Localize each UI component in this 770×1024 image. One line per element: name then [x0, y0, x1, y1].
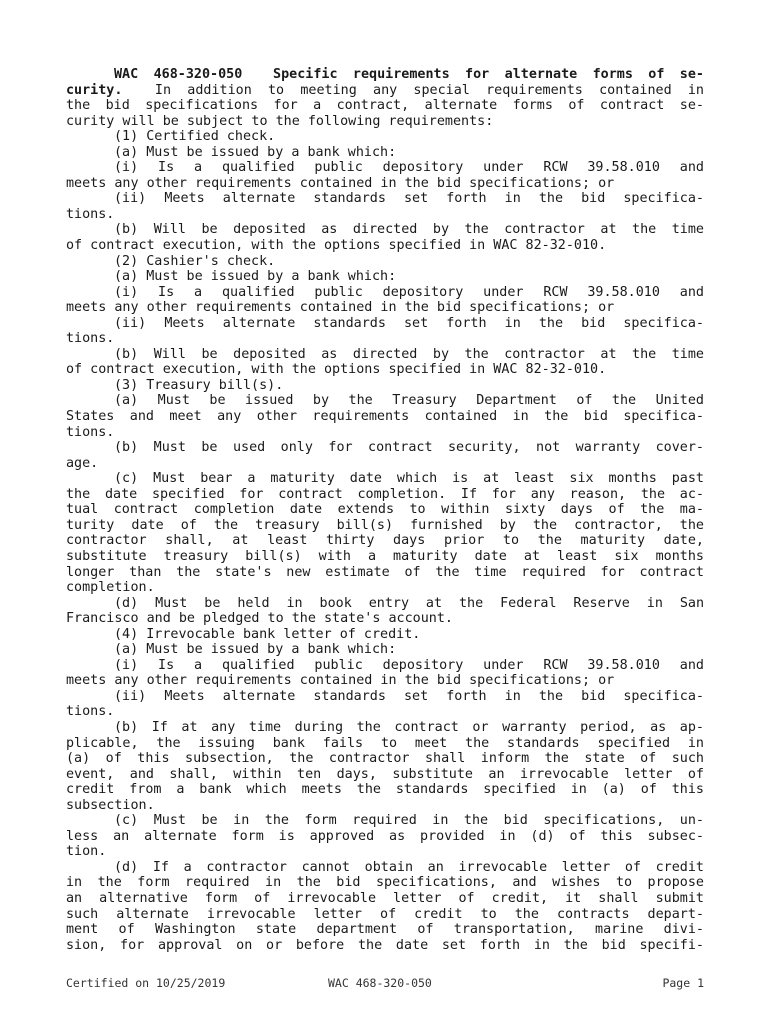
document-line: meets any other requirements contained in the bid specifications; or	[66, 673, 615, 689]
document-line: (c) Must be in the form required in the bid specifications, un-	[114, 813, 704, 829]
document-line: (i) Is a qualified public depository under RCW 39.58.010 and	[114, 284, 704, 300]
document-line: tual contract completion date extends to within sixty days of the ma-	[66, 502, 704, 518]
document-line: the date specified for contract completion. If for any reason, the ac-	[66, 486, 704, 502]
document-line: such alternate irrevocable letter of credit to the contracts depart-	[66, 906, 704, 922]
document-line: credit from a bank which meets the standards specified in (a) of this	[66, 782, 704, 798]
document-line: (b) If at any time during the contract or warranty period, as ap-	[114, 719, 704, 735]
document-line: (a) Must be issued by a bank which:	[114, 269, 397, 285]
section-heading: WAC 468-320-050 Specific requirements for alternate forms of se-	[114, 67, 704, 82]
document-line: an alternative form of irrevocable letter of credit, it shall submit	[66, 890, 704, 906]
document-line: (b) Will be deposited as directed by the contractor at the time	[114, 222, 704, 238]
document-line: curity will be subject to the following requirements:	[66, 113, 494, 129]
document-line: of contract execution, with the options specified in WAC 82-32-010.	[66, 238, 607, 254]
document-line: subsection.	[66, 797, 155, 813]
document-line: event, and shall, within ten days, substitute an irrevocable letter of	[66, 766, 704, 782]
document-line: (1) Certified check.	[114, 129, 276, 145]
document-line: sion, for approval on or before the date set forth in the bid specifi-	[66, 937, 704, 953]
section-heading-continued: curity.	[66, 82, 123, 98]
document-line: (4) Irrevocable bank letter of credit.	[114, 626, 421, 642]
document-line: contractor shall, at least thirty days prior to the maturity date,	[66, 533, 704, 549]
document-line: tion.	[66, 844, 107, 860]
document-line: (3) Treasury bill(s).	[114, 377, 284, 393]
document-line: (ii) Meets alternate standards set forth in the bid specifica-	[114, 191, 704, 207]
document-line: in the form required in the bid specifications, and wishes to propose	[66, 875, 704, 891]
document-line: meets any other requirements contained in the bid specifications; or	[66, 300, 615, 316]
document-line: (c) Must bear a maturity date which is at least six months past	[114, 471, 704, 487]
heading-line	[66, 67, 704, 83]
heading-line-2	[66, 83, 704, 99]
document-line: (a) Must be issued by the Treasury Department of the United	[114, 393, 704, 409]
document-line: completion.	[66, 580, 155, 596]
document-line: tions.	[66, 206, 115, 222]
document-line: (i) Is a qualified public depository under RCW 39.58.010 and	[114, 160, 704, 176]
document-line: Francisco and be pledged to the state's account.	[66, 611, 453, 627]
document-line: (ii) Meets alternate standards set forth in the bid specifica-	[114, 315, 704, 331]
document-body	[66, 67, 704, 953]
document-line: (d) Must be held in book entry at the Federal Reserve in San	[114, 595, 704, 611]
document-line: (a) of this subsection, the contractor shall inform the state of such	[66, 751, 704, 767]
document-line: plicable, the issuing bank fails to meet the standards specified in	[66, 735, 704, 751]
document-line: age.	[66, 455, 99, 471]
document-line: meets any other requirements contained in the bid specifications; or	[66, 175, 615, 191]
document-line: (a) Must be issued by a bank which:	[114, 144, 397, 160]
page-number: Page 1	[662, 976, 704, 990]
certified-date: Certified on 10/25/2019	[66, 976, 226, 990]
footer-section-id: WAC 468-320-050	[328, 976, 432, 990]
document-line: turity date of the treasury bill(s) furnished by the contractor, the	[66, 517, 704, 533]
document-line: the bid specifications for a contract, alternate forms of contract se-	[66, 98, 704, 114]
document-line: (d) If a contractor cannot obtain an irrevocable letter of credit	[114, 859, 704, 875]
document-line: (2) Cashier's check.	[114, 253, 276, 269]
document-line: tions.	[66, 704, 115, 720]
intro-text: In addition to meeting any special requirements contained in	[122, 82, 704, 98]
document-line: (a) Must be issued by a bank which:	[114, 642, 397, 658]
document-line: (b) Will be deposited as directed by the contractor at the time	[114, 346, 704, 362]
document-line: substitute treasury bill(s) with a maturity date at least six months	[66, 548, 704, 564]
document-line: (i) Is a qualified public depository under RCW 39.58.010 and	[114, 657, 704, 673]
document-line: ment of Washington state department of transportation, marine divi-	[66, 922, 704, 938]
document-line: States and meet any other requirements contained in the bid specifica-	[66, 409, 704, 425]
document-line: tions.	[66, 424, 115, 440]
document-line: (b) Must be used only for contract security, not warranty cover-	[114, 440, 704, 456]
document-line: of contract execution, with the options specified in WAC 82-32-010.	[66, 362, 607, 378]
document-line: (ii) Meets alternate standards set forth in the bid specifica-	[114, 688, 704, 704]
document-line: less an alternate form is approved as provided in (d) of this subsec-	[66, 828, 704, 844]
document-line: longer than the state's new estimate of the time required for contract	[66, 564, 704, 580]
document-line: tions.	[66, 331, 115, 347]
